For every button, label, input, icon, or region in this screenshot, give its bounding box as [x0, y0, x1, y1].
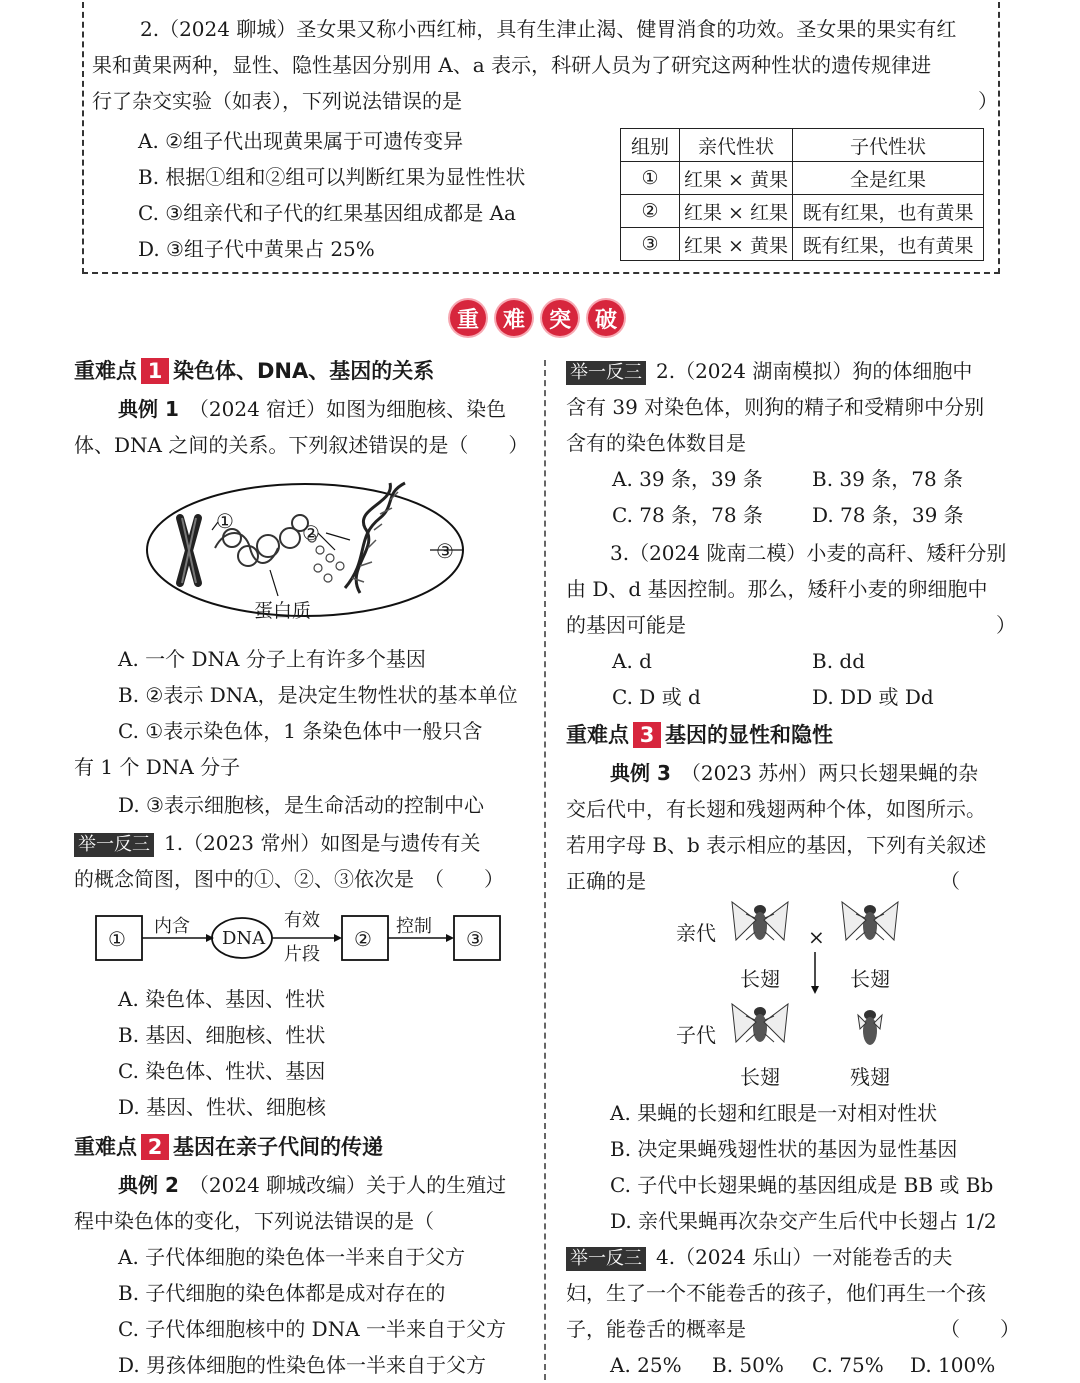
answer-paren: ） [996, 613, 1016, 637]
vestigial-wing-label: 残翅 [850, 1065, 890, 1089]
example-2-line: 典例 2 （2024 聊城改编）关于人的生殖过 [118, 1173, 507, 1197]
flow-arrow-label: 有效 [284, 910, 320, 931]
answer-paren: （ [940, 869, 960, 893]
option: B. 基因、细胞核、性状 [118, 1023, 326, 1047]
flow-arrow-label: 片段 [284, 944, 320, 965]
key-point-number: 1 [141, 358, 169, 384]
practice-2-line: 举一反三 2.（2024 湖南模拟）狗的体细胞中 [566, 358, 972, 385]
table-cell: ③ [621, 228, 680, 261]
example-1-line: 典例 1 （2024 宿迁）如图为细胞核、染色 [118, 397, 507, 421]
table-row [621, 195, 984, 228]
option: D. 基因、性状、细胞核 [118, 1095, 327, 1119]
title-char: 突 [542, 300, 578, 336]
table-row [621, 228, 984, 261]
cross-table [620, 128, 984, 261]
key-point-number: 2 [141, 1134, 169, 1160]
example-3-line: 典例 3 （2023 苏州）两只长翅果蝇的杂 [610, 761, 979, 785]
option: A. ②组子代出现黄果属于可遗传变异 [138, 129, 464, 153]
example-2-line: 程中染色体的变化，下列说法错误的是（ [74, 1209, 434, 1233]
title-char: 破 [588, 300, 624, 336]
title-char: 难 [496, 300, 532, 336]
option: B. 决定果蝇残翅性状的基因为显性基因 [610, 1137, 958, 1161]
question-line: 2.（2024 聊城）圣女果又称小西红柿，具有生津止渴、健胃消食的功效。圣女果的果实有红 [140, 17, 957, 41]
label-1: ① [216, 509, 234, 533]
question-line: 行了杂交实验（如表），下列说法错误的是 [92, 89, 462, 113]
option: D. 100% [910, 1353, 996, 1377]
option: C. ①表示染色体，1 条染色体中一般只含 [118, 719, 483, 743]
flow-dna: DNA [222, 928, 266, 949]
key-point-1-heading: 重难点 1 染色体、DNA、基因的关系 [74, 359, 435, 383]
title-char: 重 [450, 300, 486, 336]
long-wing-label: 长翅 [740, 967, 780, 991]
table-cell: 全是红果 [793, 162, 984, 195]
long-wing-label: 长翅 [740, 1065, 780, 1089]
table-cell: ① [621, 162, 680, 195]
section-title [450, 300, 624, 336]
practice-3-line: 的基因可能是 [566, 613, 686, 637]
child-label: 子代 [676, 1023, 716, 1047]
option: C. 78 条，78 条 [612, 503, 763, 527]
cross-sign: × [808, 925, 825, 949]
option: A. 染色体、基因、性状 [118, 987, 326, 1011]
option: A. 一个 DNA 分子上有许多个基因 [118, 647, 426, 671]
option: C. 子代中长翅果蝇的基因组成是 BB 或 Bb [610, 1173, 994, 1197]
practice-4-line: 子，能卷舌的概率是 [566, 1317, 746, 1341]
option: D. 男孩体细胞的性染色体一半来自于父方 [118, 1353, 487, 1377]
table-cell: 红果 × 黄果 [680, 162, 793, 195]
option: D. DD 或 Dd [812, 685, 934, 709]
table-header: 亲代性状 [680, 129, 793, 162]
option: C. D 或 d [612, 685, 701, 709]
table-header: 组别 [621, 129, 680, 162]
table-cell: ② [621, 195, 680, 228]
option: B. ②表示 DNA，是决定生物性状的基本单位 [118, 683, 518, 707]
option: A. 25% [610, 1353, 682, 1377]
parent-label: 亲代 [676, 921, 716, 945]
jyfs-badge: 举一反三 [566, 361, 646, 385]
option: D. ③表示细胞核，是生命活动的控制中心 [118, 793, 484, 817]
option: C. 75% [812, 1353, 884, 1377]
table-cell: 红果 × 红果 [680, 195, 793, 228]
option: D. ③组子代中黄果占 25% [138, 237, 375, 261]
table-cell: 既有红果，也有黄果 [793, 195, 984, 228]
option: 有 1 个 DNA 分子 [74, 755, 241, 779]
option: A. d [612, 649, 652, 673]
key-point-number: 3 [633, 722, 661, 748]
example-3-line: 正确的是 [566, 869, 646, 893]
practice-3-line: 由 D、d 基因控制。那么，矮秆小麦的卵细胞中 [566, 577, 988, 601]
flow-arrow-label: 控制 [396, 916, 432, 937]
option: B. 50% [712, 1353, 784, 1377]
option: C. 子代体细胞核中的 DNA 一半来自于父方 [118, 1317, 506, 1341]
option: C. 染色体、性状、基因 [118, 1059, 326, 1083]
table-row [621, 162, 984, 195]
flow-arrow-label: 内含 [154, 916, 190, 937]
column-divider [544, 360, 546, 1380]
answer-paren: ） [978, 89, 998, 113]
flow-box-3: ③ [466, 927, 484, 951]
flow-box-1: ① [108, 927, 126, 951]
jyfs-badge: 举一反三 [74, 833, 154, 857]
option: A. 果蝇的长翅和红眼是一对相对性状 [610, 1101, 938, 1125]
option: D. 78 条，39 条 [812, 503, 964, 527]
flow-box-2: ② [354, 927, 372, 951]
answer-paren: （ ） [940, 1317, 1020, 1341]
practice-4-line: 举一反三 4.（2024 乐山）一对能卷舌的夫 [566, 1244, 952, 1271]
option: D. 亲代果蝇再次杂交产生后代中长翅占 1/2 [610, 1209, 997, 1233]
long-wing-label: 长翅 [850, 967, 890, 991]
option: C. ③组亲代和子代的红果基因组成都是 Aa [138, 201, 516, 225]
label-2: ② [302, 521, 320, 545]
option: B. 39 条，78 条 [812, 467, 964, 491]
key-point-2-heading: 重难点 2 基因在亲子代间的传递 [74, 1135, 383, 1159]
table-header: 子代性状 [793, 129, 984, 162]
jyfs-badge: 举一反三 [566, 1247, 646, 1271]
practice-2-line: 含有 39 对染色体，则狗的精子和受精卵中分别 [566, 395, 985, 419]
example-3-line: 若用字母 B、b 表示相应的基因，下列有关叙述 [566, 833, 987, 857]
example-1-line: 体、DNA 之间的关系。下列叙述错误的是（ ） [74, 433, 529, 457]
label-3: ③ [436, 539, 454, 563]
example-3-line: 交后代中，有长翅和残翅两种个体，如图所示。 [566, 797, 986, 821]
practice-2-line: 含有的染色体数目是 [566, 431, 746, 455]
option: B. 根据①组和②组可以判断红果为显性性状 [138, 165, 526, 189]
option: B. dd [812, 649, 866, 673]
table-cell: 红果 × 黄果 [680, 228, 793, 261]
practice-1-line: 举一反三 1.（2023 常州）如图是与遗传有关 [74, 830, 480, 857]
practice-4-line: 妇，生了一个不能卷舌的孩子，他们再生一个孩 [566, 1281, 986, 1305]
option: B. 子代细胞的染色体都是成对存在的 [118, 1281, 446, 1305]
key-point-3-heading: 重难点 3 基因的显性和隐性 [566, 723, 833, 747]
question-line: 果和黄果两种，显性、隐性基因分别用 A、a 表示，科研人员为了研究这两种性状的遗传规律进 [92, 53, 932, 77]
table-cell: 既有红果，也有黄果 [793, 228, 984, 261]
practice-1-line: 的概念简图，图中的①、②、③依次是 （ ） [74, 867, 504, 891]
option: A. 子代体细胞的染色体一半来自于父方 [118, 1245, 466, 1269]
option: A. 39 条，39 条 [612, 467, 763, 491]
practice-3-line: 3.（2024 陇南二模）小麦的高秆、矮秆分别 [610, 541, 1007, 565]
protein-label: 蛋白质 [254, 600, 312, 622]
